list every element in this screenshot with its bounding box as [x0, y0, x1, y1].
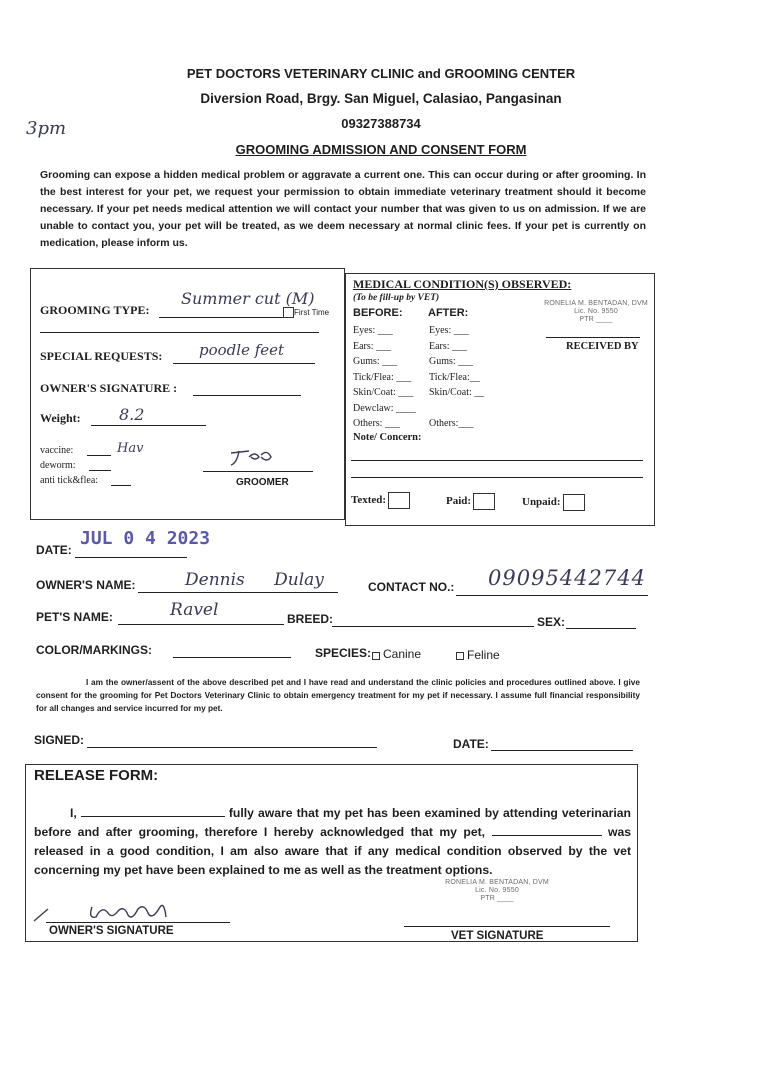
- release-paragraph: I, fully aware that my pet has been examined by attending veterinarian before and after grooming, therefore I hereby acknowledged that my pet, was released in a good condition, I am also aware that if any medical condition observed by the vet concerning my pet have been explained to me as well as the treatment options.: [34, 806, 632, 877]
- pet-name-value: Ravel: [170, 600, 219, 620]
- received-by-line[interactable]: [546, 337, 640, 338]
- texted-checkbox[interactable]: [388, 492, 410, 509]
- grooming-box: [30, 268, 345, 520]
- special-requests-value: poodle feet: [199, 341, 285, 359]
- deworm-label: deworm:: [40, 460, 76, 471]
- release-pet-blank[interactable]: [492, 835, 602, 836]
- release-vet-stamp: RONELIA M. BENTADAN, DVM Lic. No. 9550 PTR ____: [445, 879, 549, 902]
- weight-value: 8.2: [119, 405, 145, 424]
- medical-box: [345, 273, 655, 526]
- medical-title: MEDICAL CONDITION(S) OBSERVED:: [353, 277, 572, 291]
- unpaid-field[interactable]: Unpaid:: [522, 494, 585, 511]
- weight-line[interactable]: [91, 425, 206, 426]
- clinic-name: PET DOCTORS VETERINARY CLINIC and GROOMING CENTER: [186, 66, 576, 81]
- vet-stamp: RONELIA M. BENTADAN, DVM Lic. No. 9550 PTR ____: [544, 300, 648, 323]
- date-stamp: JUL 0 4 2023: [80, 528, 211, 549]
- grooming-type-value: Summer cut (M): [181, 289, 315, 308]
- grooming-type-label: GROOMING TYPE:: [40, 303, 150, 317]
- groomer-label: GROOMER: [236, 477, 289, 488]
- release-owner-blank[interactable]: [81, 816, 225, 817]
- breed-line[interactable]: [332, 626, 534, 627]
- groomer-signature: [227, 445, 277, 471]
- contact-label: CONTACT NO.:: [368, 580, 455, 594]
- vaccine-line[interactable]: [87, 455, 111, 456]
- after-item[interactable]: Gums: ___: [429, 356, 474, 367]
- groomer-line[interactable]: [203, 471, 313, 472]
- before-item[interactable]: Dewclaw: ____: [353, 402, 417, 414]
- clinic-address: Diversion Road, Brgy. San Miguel, Calasiao, Pangasinan: [200, 91, 562, 106]
- before-label: BEFORE:: [353, 307, 403, 319]
- owner-name-value: Dennis Dulay: [185, 570, 324, 590]
- vaccine-label: vaccine:: [40, 445, 74, 456]
- special-requests-line[interactable]: [173, 363, 315, 364]
- after-item[interactable]: Ears: ___: [429, 340, 468, 352]
- vet-release-label: VET SIGNATURE: [451, 930, 544, 942]
- medical-subtitle: (To be fill-up by VET): [353, 293, 440, 303]
- date-line[interactable]: [75, 557, 187, 558]
- sex-line[interactable]: [566, 628, 636, 629]
- after-item[interactable]: Tick/Flea:__: [429, 371, 480, 383]
- after-item[interactable]: Eyes: ___: [429, 325, 469, 336]
- received-by-label: RECEIVED BY: [566, 341, 639, 352]
- form-title: GROOMING ADMISSION AND CONSENT FORM: [235, 142, 527, 157]
- first-time-label: First Time: [294, 308, 330, 317]
- consent-paragraph: I am the owner/assent of the above described pet and I have read and understand the clinic policies and procedures outlined above. I give consent for the grooming for Pet Doctors Veterinary Clinic to obtain emergency treatment for my pet if necessary. I assume full financial responsibility for all changes and service incurred for my pet.: [36, 677, 640, 713]
- color-line[interactable]: [173, 657, 291, 658]
- signed-date-line[interactable]: [491, 750, 633, 751]
- handwritten-time: 3pm: [26, 118, 67, 139]
- after-item[interactable]: Others:___: [429, 418, 474, 429]
- canine-checkbox[interactable]: [372, 652, 380, 660]
- note-line-1[interactable]: [351, 460, 643, 461]
- before-item[interactable]: Gums: ___: [353, 356, 398, 367]
- owner-name-label: OWNER'S NAME:: [36, 578, 136, 592]
- anti-tick-line[interactable]: [111, 485, 131, 486]
- after-list: [429, 323, 484, 432]
- clinic-phone: 09327388734: [341, 116, 421, 131]
- after-label: AFTER:: [428, 307, 469, 319]
- owner-release-line[interactable]: [46, 922, 230, 923]
- contact-line[interactable]: [456, 595, 648, 596]
- before-item[interactable]: Eyes: ___: [353, 325, 393, 336]
- deworm-line[interactable]: [89, 470, 111, 471]
- weight-label: Weight:: [40, 411, 81, 425]
- release-box: [25, 764, 638, 942]
- note-line-2[interactable]: [351, 477, 643, 478]
- vaccine-value: Hav: [117, 441, 144, 456]
- sex-label: SEX:: [537, 615, 566, 629]
- anti-tick-label: anti tick&flea:: [40, 475, 99, 486]
- paid-checkbox[interactable]: [473, 493, 495, 510]
- signed-line[interactable]: [87, 747, 377, 748]
- owner-signature-label: OWNER'S SIGNATURE :: [40, 381, 178, 395]
- first-time-checkbox[interactable]: [283, 307, 294, 318]
- species-label: SPECIES:: [315, 646, 372, 660]
- release-title: RELEASE FORM:: [34, 767, 159, 784]
- owner-signature-line[interactable]: [193, 395, 301, 396]
- after-item[interactable]: Skin/Coat: __: [429, 387, 485, 398]
- before-item[interactable]: Tick/Flea: ___: [353, 371, 412, 383]
- before-item[interactable]: Ears: ___: [353, 340, 392, 352]
- before-list: [353, 323, 416, 432]
- unpaid-checkbox[interactable]: [563, 494, 585, 511]
- before-item[interactable]: Others: ___: [353, 418, 400, 429]
- owner-name-line[interactable]: [138, 592, 338, 593]
- pet-name-label: PET'S NAME:: [36, 610, 113, 624]
- date-label: DATE:: [36, 543, 72, 557]
- owner-release-label: OWNER'S SIGNATURE: [49, 925, 174, 937]
- feline-label: Feline: [467, 648, 500, 662]
- contact-value: 09095442744: [488, 566, 646, 590]
- pet-name-line[interactable]: [118, 624, 284, 625]
- before-item[interactable]: Skin/Coat: ___: [353, 387, 414, 398]
- special-requests-label: SPECIAL REQUESTS:: [40, 349, 163, 363]
- vet-release-line[interactable]: [404, 926, 610, 927]
- canine-label: Canine: [383, 647, 422, 661]
- texted-field[interactable]: Texted:: [351, 492, 410, 509]
- breed-label: BREED:: [287, 612, 334, 626]
- note-label: Note/ Concern:: [353, 432, 422, 443]
- grooming-type-line-2[interactable]: [40, 332, 319, 333]
- color-label: COLOR/MARKINGS:: [36, 643, 152, 657]
- intro-paragraph: Grooming can expose a hidden medical problem or aggravate a current one. This can occur during or after grooming. In the best interest for your pet, we request your permission to obtain immediate veterinary treatment should it become necessary. If your pet needs medical attention we will contact your number that was given to us on admission. If we are unable to contact you, your pet will be treated, as we deem necessary at normal clinic fees. If your pet is currently on medication, please inform us.: [40, 169, 646, 249]
- signed-date-label: DATE:: [453, 737, 489, 751]
- grooming-type-line[interactable]: [159, 317, 285, 318]
- signed-label: SIGNED:: [34, 733, 85, 747]
- feline-checkbox[interactable]: [456, 652, 464, 660]
- paid-field[interactable]: Paid:: [446, 493, 495, 510]
